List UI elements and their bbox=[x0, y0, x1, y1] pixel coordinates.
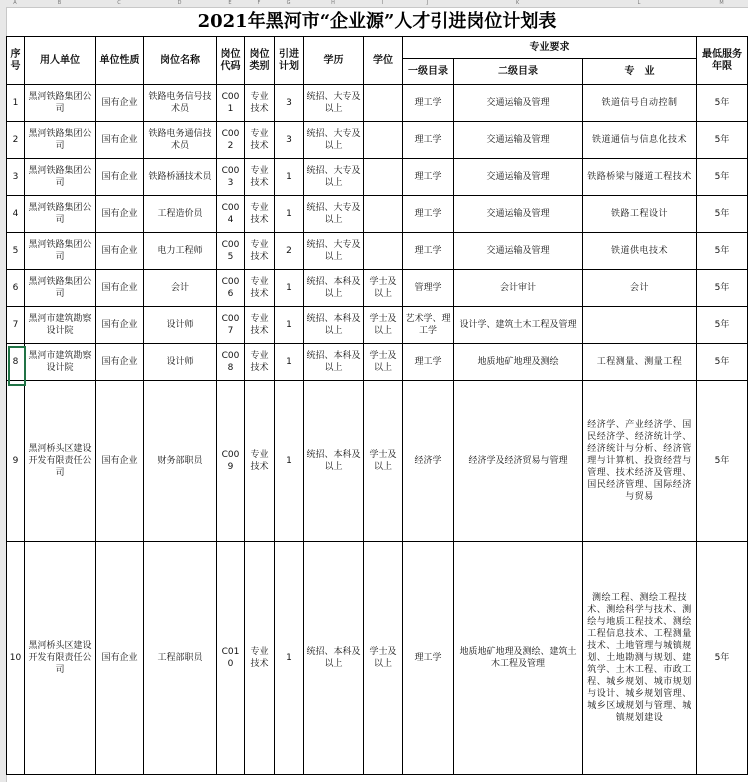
cell-quota[interactable]: 1 bbox=[275, 344, 304, 381]
cell-level1[interactable]: 理工学 bbox=[403, 233, 454, 270]
header-level2: 二级目录 bbox=[454, 59, 583, 85]
cell-level1[interactable]: 理工学 bbox=[403, 196, 454, 233]
cell-code[interactable]: C002 bbox=[217, 122, 245, 159]
cell-category[interactable]: 专业技术 bbox=[245, 307, 275, 344]
cell-service[interactable]: 5年 bbox=[697, 270, 748, 307]
cell-level1[interactable]: 经济学 bbox=[403, 381, 454, 542]
cell-nature[interactable]: 国有企业 bbox=[96, 159, 144, 196]
cell-degree[interactable] bbox=[364, 196, 403, 233]
cell-education[interactable]: 统招、本科及以上 bbox=[304, 344, 364, 381]
cell-service[interactable]: 5年 bbox=[697, 122, 748, 159]
header-education: 学历 bbox=[304, 37, 364, 85]
cell-education[interactable]: 统招、大专及以上 bbox=[304, 159, 364, 196]
cell-major[interactable]: 工程测量、测量工程 bbox=[583, 344, 697, 381]
cell-category[interactable]: 专业技术 bbox=[245, 196, 275, 233]
header-degree: 学位 bbox=[364, 37, 403, 85]
header-service-years: 最低服务年限 bbox=[697, 37, 748, 85]
table-row bbox=[7, 307, 748, 344]
cell-position[interactable]: 铁路电务信号技术员 bbox=[144, 85, 217, 122]
cell-category[interactable]: 专业技术 bbox=[245, 270, 275, 307]
column-letter[interactable]: C bbox=[117, 0, 121, 6]
header-major: 专 业 bbox=[583, 59, 697, 85]
cell-nature[interactable]: 国有企业 bbox=[96, 542, 144, 775]
column-letter[interactable]: A bbox=[13, 0, 17, 6]
column-letter[interactable]: L bbox=[637, 0, 641, 6]
cell-major[interactable]: 铁路桥梁与隧道工程技术 bbox=[583, 159, 697, 196]
cell-code[interactable]: C009 bbox=[217, 381, 245, 542]
cell-code[interactable]: C004 bbox=[217, 196, 245, 233]
cell-employer[interactable]: 黑河铁路集团公司 bbox=[25, 85, 96, 122]
column-letter[interactable]: E bbox=[228, 0, 232, 6]
cell-employer[interactable]: 黑河桥头区建设开发有限责任公司 bbox=[25, 381, 96, 542]
cell-employer[interactable]: 黑河市建筑勘察设计院 bbox=[25, 344, 96, 381]
position-plan-table bbox=[6, 36, 748, 775]
cell-quota[interactable]: 1 bbox=[275, 159, 304, 196]
cell-category[interactable]: 专业技术 bbox=[245, 159, 275, 196]
cell-position[interactable]: 设计师 bbox=[144, 344, 217, 381]
column-letter[interactable]: H bbox=[331, 0, 335, 6]
cell-employer[interactable]: 黑河铁路集团公司 bbox=[25, 122, 96, 159]
column-letter[interactable]: K bbox=[515, 0, 520, 6]
cell-level2[interactable]: 地质地矿地理及测绘、建筑土木工程及管理 bbox=[454, 542, 583, 775]
cell-position[interactable]: 设计师 bbox=[144, 307, 217, 344]
cell-code[interactable]: C007 bbox=[217, 307, 245, 344]
cell-major[interactable]: 测绘工程、测绘工程技术、测绘科学与技术、测绘与地质工程技术、测绘工程信息技术、工程测量技术、土地管理与城镇规划、土地勘测与规划、建筑学、土木工程、市政工程、城乡规划、城市规划与设计、城乡规划管理、城乡区域规划与管理、城镇规划建设 bbox=[583, 542, 697, 775]
cell-code[interactable]: C001 bbox=[217, 85, 245, 122]
cell-seq[interactable]: 1 bbox=[7, 85, 25, 122]
cell-quota[interactable]: 1 bbox=[275, 196, 304, 233]
cell-category[interactable]: 专业技术 bbox=[245, 233, 275, 270]
cell-quota[interactable]: 1 bbox=[275, 307, 304, 344]
cell-education[interactable]: 统招、大专及以上 bbox=[304, 122, 364, 159]
column-letter[interactable]: B bbox=[57, 0, 62, 6]
cell-seq[interactable]: 10 bbox=[7, 542, 25, 775]
column-letter[interactable]: I bbox=[381, 0, 384, 6]
cell-service[interactable]: 5年 bbox=[697, 307, 748, 344]
cell-category[interactable]: 专业技术 bbox=[245, 344, 275, 381]
cell-education[interactable]: 统招、大专及以上 bbox=[304, 233, 364, 270]
cell-category[interactable]: 专业技术 bbox=[245, 85, 275, 122]
cell-quota[interactable]: 3 bbox=[275, 122, 304, 159]
cell-major[interactable]: 铁道供电技术 bbox=[583, 233, 697, 270]
cell-seq[interactable]: 3 bbox=[7, 159, 25, 196]
cell-level2[interactable]: 经济学及经济贸易与管理 bbox=[454, 381, 583, 542]
cell-position[interactable]: 工程造价员 bbox=[144, 196, 217, 233]
cell-code[interactable]: C003 bbox=[217, 159, 245, 196]
cell-category[interactable]: 专业技术 bbox=[245, 381, 275, 542]
cell-service[interactable]: 5年 bbox=[697, 233, 748, 270]
cell-level1[interactable]: 理工学 bbox=[403, 85, 454, 122]
cell-quota[interactable]: 1 bbox=[275, 542, 304, 775]
cell-major[interactable] bbox=[583, 307, 697, 344]
cell-service[interactable]: 5年 bbox=[697, 344, 748, 381]
table-row bbox=[7, 233, 748, 270]
column-letter-header bbox=[0, 0, 748, 8]
cell-position[interactable]: 电力工程师 bbox=[144, 233, 217, 270]
cell-seq[interactable]: 8 bbox=[7, 344, 25, 381]
cell-seq[interactable]: 4 bbox=[7, 196, 25, 233]
header-category: 岗位类别 bbox=[245, 37, 275, 85]
cell-education[interactable]: 统招、大专及以上 bbox=[304, 196, 364, 233]
cell-major[interactable]: 经济学、产业经济学、国民经济学、经济统计学、经济统计与分析、经济管理与计算机、投资经营与管理、技术经济及管理、国民经济管理、国际经济与贸易 bbox=[583, 381, 697, 542]
header-position: 岗位名称 bbox=[144, 37, 217, 85]
header-code: 岗位代码 bbox=[217, 37, 245, 85]
cell-nature[interactable]: 国有企业 bbox=[96, 233, 144, 270]
cell-nature[interactable]: 国有企业 bbox=[96, 85, 144, 122]
cell-seq[interactable]: 6 bbox=[7, 270, 25, 307]
cell-quota[interactable]: 1 bbox=[275, 381, 304, 542]
cell-level2[interactable]: 设计学、建筑土木工程及管理 bbox=[454, 307, 583, 344]
cell-education[interactable]: 统招、大专及以上 bbox=[304, 85, 364, 122]
cell-nature[interactable]: 国有企业 bbox=[96, 307, 144, 344]
cell-service[interactable]: 5年 bbox=[697, 196, 748, 233]
cell-level1[interactable]: 理工学 bbox=[403, 159, 454, 196]
table-row bbox=[7, 159, 748, 196]
cell-education[interactable]: 统招、本科及以上 bbox=[304, 542, 364, 775]
cell-seq[interactable]: 5 bbox=[7, 233, 25, 270]
table-row bbox=[7, 122, 748, 159]
header-quota: 引进计划 bbox=[275, 37, 304, 85]
cell-level1[interactable]: 艺术学、理工学 bbox=[403, 307, 454, 344]
table-row bbox=[7, 196, 748, 233]
cell-service[interactable]: 5年 bbox=[697, 159, 748, 196]
column-letter[interactable]: G bbox=[286, 0, 291, 6]
cell-seq[interactable]: 2 bbox=[7, 122, 25, 159]
cell-service[interactable]: 5年 bbox=[697, 542, 748, 775]
cell-major[interactable]: 铁道通信与信息化技术 bbox=[583, 122, 697, 159]
cell-employer[interactable]: 黑河铁路集团公司 bbox=[25, 159, 96, 196]
cell-quota[interactable]: 3 bbox=[275, 85, 304, 122]
cell-position[interactable]: 铁路桥涵技术员 bbox=[144, 159, 217, 196]
cell-degree[interactable]: 学士及以上 bbox=[364, 270, 403, 307]
cell-degree[interactable]: 学士及以上 bbox=[364, 307, 403, 344]
cell-education[interactable]: 统招、本科及以上 bbox=[304, 381, 364, 542]
cell-code[interactable]: C010 bbox=[217, 542, 245, 775]
column-letter[interactable]: F bbox=[257, 0, 261, 6]
cell-nature[interactable]: 国有企业 bbox=[96, 196, 144, 233]
page-title: 2021年黑河市“企业源”人才引进岗位计划表 bbox=[197, 11, 557, 32]
cell-quota[interactable]: 2 bbox=[275, 233, 304, 270]
cell-degree[interactable]: 学士及以上 bbox=[364, 381, 403, 542]
cell-employer[interactable]: 黑河铁路集团公司 bbox=[25, 233, 96, 270]
cell-position[interactable]: 财务部职员 bbox=[144, 381, 217, 542]
cell-level2[interactable]: 交通运输及管理 bbox=[454, 233, 583, 270]
cell-nature[interactable]: 国有企业 bbox=[96, 122, 144, 159]
cell-category[interactable]: 专业技术 bbox=[245, 122, 275, 159]
cell-nature[interactable]: 国有企业 bbox=[96, 381, 144, 542]
column-letter[interactable]: M bbox=[719, 0, 724, 6]
table-row bbox=[7, 381, 748, 542]
header-nature: 单位性质 bbox=[96, 37, 144, 85]
cell-degree[interactable]: 学士及以上 bbox=[364, 542, 403, 775]
cell-code[interactable]: C005 bbox=[217, 233, 245, 270]
header-level1: 一级目录 bbox=[403, 59, 454, 85]
cell-degree[interactable]: 学士及以上 bbox=[364, 344, 403, 381]
cell-employer[interactable]: 黑河铁路集团公司 bbox=[25, 196, 96, 233]
cell-education[interactable]: 统招、本科及以上 bbox=[304, 270, 364, 307]
cell-level2[interactable]: 地质地矿地理及测绘 bbox=[454, 344, 583, 381]
cell-service[interactable]: 5年 bbox=[697, 85, 748, 122]
cell-major[interactable]: 铁道信号自动控制 bbox=[583, 85, 697, 122]
table-row bbox=[7, 85, 748, 122]
cell-level2[interactable]: 交通运输及管理 bbox=[454, 159, 583, 196]
header-employer: 用人单位 bbox=[25, 37, 96, 85]
table-row bbox=[7, 270, 748, 307]
cell-level2[interactable]: 交通运输及管理 bbox=[454, 85, 583, 122]
cell-level2[interactable]: 交通运输及管理 bbox=[454, 196, 583, 233]
cell-level2[interactable]: 交通运输及管理 bbox=[454, 122, 583, 159]
cell-level2[interactable]: 会计审计 bbox=[454, 270, 583, 307]
cell-employer[interactable]: 黑河市建筑勘察设计院 bbox=[25, 307, 96, 344]
cell-nature[interactable]: 国有企业 bbox=[96, 344, 144, 381]
cell-quota[interactable]: 1 bbox=[275, 270, 304, 307]
cell-employer[interactable]: 黑河桥头区建设开发有限责任公司 bbox=[25, 542, 96, 775]
cell-position[interactable]: 铁路电务通信技术员 bbox=[144, 122, 217, 159]
cell-service[interactable]: 5年 bbox=[697, 381, 748, 542]
cell-level1[interactable]: 理工学 bbox=[403, 122, 454, 159]
cell-code[interactable]: C008 bbox=[217, 344, 245, 381]
table-row bbox=[7, 542, 748, 775]
cell-major[interactable]: 会计 bbox=[583, 270, 697, 307]
cell-level1[interactable]: 理工学 bbox=[403, 542, 454, 775]
column-letter[interactable]: D bbox=[177, 0, 182, 6]
cell-level1[interactable]: 理工学 bbox=[403, 344, 454, 381]
cell-seq[interactable]: 7 bbox=[7, 307, 25, 344]
cell-education[interactable]: 统招、本科及以上 bbox=[304, 307, 364, 344]
table-row bbox=[7, 344, 748, 381]
cell-level1[interactable]: 管理学 bbox=[403, 270, 454, 307]
cell-position[interactable]: 会计 bbox=[144, 270, 217, 307]
header-major-requirements: 专业要求 bbox=[403, 37, 697, 59]
cell-seq[interactable]: 9 bbox=[7, 381, 25, 542]
header-seq: 序号 bbox=[7, 37, 25, 85]
cell-category[interactable]: 专业技术 bbox=[245, 542, 275, 775]
cell-degree[interactable] bbox=[364, 233, 403, 270]
cell-position[interactable]: 工程部职员 bbox=[144, 542, 217, 775]
cell-employer[interactable]: 黑河铁路集团公司 bbox=[25, 270, 96, 307]
cell-degree[interactable] bbox=[364, 122, 403, 159]
cell-degree[interactable] bbox=[364, 159, 403, 196]
cell-major[interactable]: 铁路工程设计 bbox=[583, 196, 697, 233]
cell-degree[interactable] bbox=[364, 85, 403, 122]
cell-code[interactable]: C006 bbox=[217, 270, 245, 307]
column-letter[interactable]: J bbox=[426, 0, 429, 6]
cell-nature[interactable]: 国有企业 bbox=[96, 270, 144, 307]
